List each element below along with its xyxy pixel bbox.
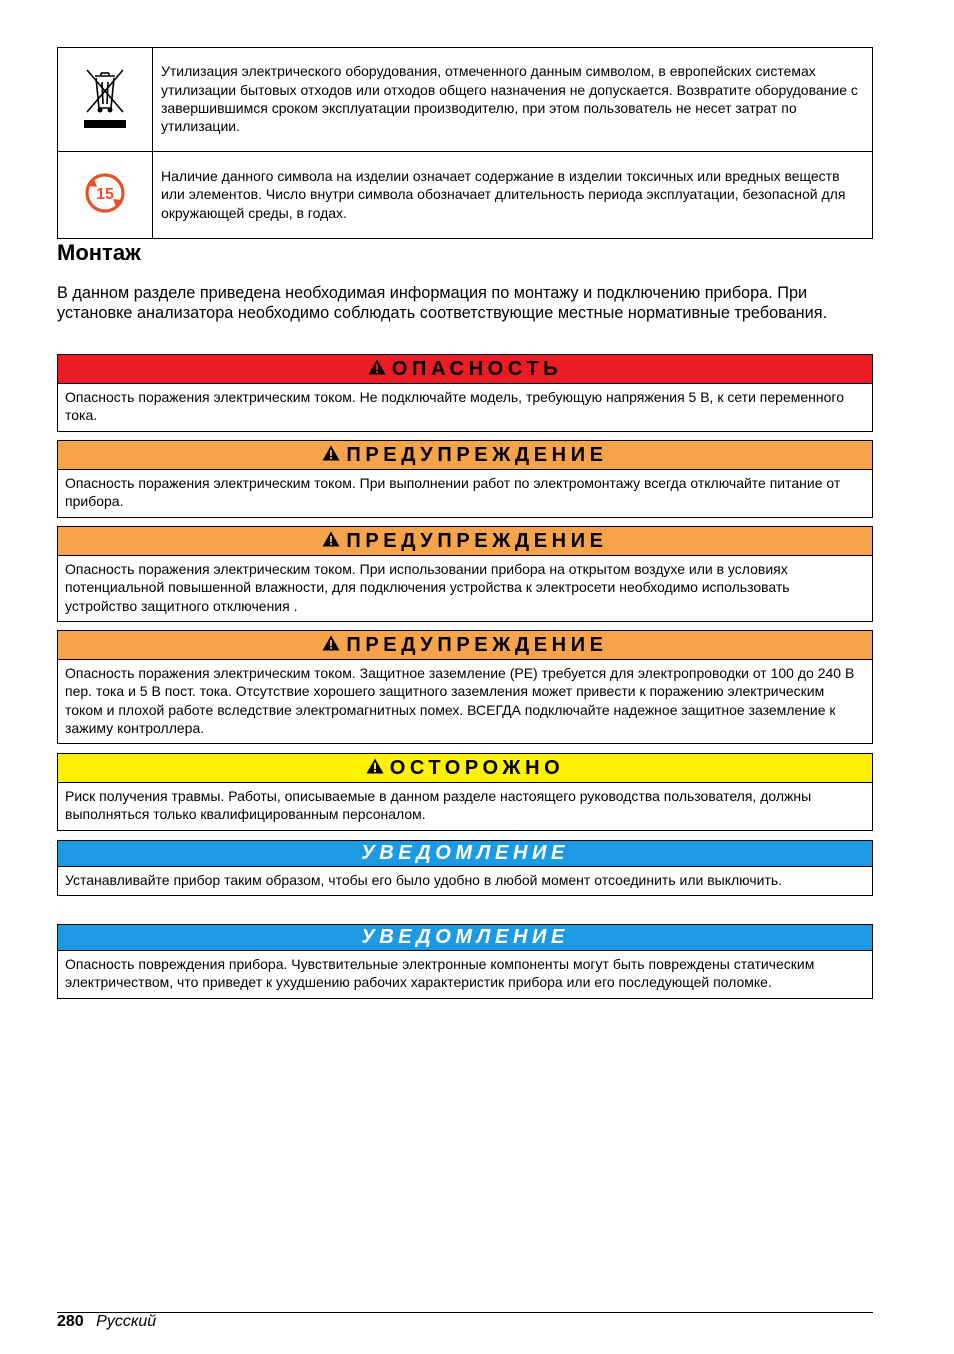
section-intro: В данном разделе приведена необходимая информация по монтажу и подключению прибора. При установке анализатора необходимо соблюдать соответствующие местные нормативные требования. — [57, 284, 828, 322]
hazard-warning — [57, 526, 873, 622]
warning-triangle-icon — [368, 358, 386, 381]
page-footer — [57, 1313, 156, 1331]
hazard-header — [58, 631, 872, 660]
hazard-danger — [57, 354, 873, 432]
hazard-header — [58, 925, 872, 951]
page-number: 280 — [57, 1313, 84, 1330]
footer-language: Русский — [96, 1313, 157, 1330]
symbol-icon-cell — [58, 152, 153, 239]
hazard-header — [58, 841, 872, 867]
warning-triangle-icon — [366, 757, 384, 780]
warning-triangle-icon — [322, 530, 340, 553]
symbol-description: Наличие данного символа на изделии означает содержание в изделии токсичных или вредных веществ или элементов. Число внутри символа обозначает длительность периода эксплуатации, безопасной для окружающей среды, в годах. — [153, 152, 873, 239]
hazard-header — [58, 441, 872, 470]
hazard-caution — [57, 753, 873, 831]
hazard-text: Опасность поражения электрическим током. При выполнении работ по электромонтажу всегда отключайте питание от прибора. — [65, 475, 841, 510]
symbol-row-weee — [58, 48, 873, 152]
eco-15-years-icon — [81, 169, 129, 222]
eco-icon-number: 15 — [96, 185, 114, 203]
hazard-text: Опасность поражения электрическим током. Не подключайте модель, требующую напряжения 5 В, к сети переменного тока. — [65, 389, 844, 424]
hazard-header — [58, 355, 872, 384]
warning-triangle-icon — [322, 444, 340, 467]
footer-divider — [57, 1312, 873, 1313]
hazard-warning — [57, 630, 873, 744]
hazard-header — [58, 754, 872, 783]
hazard-label: УВЕДОМЛЕНИЕ — [361, 926, 569, 948]
hazard-label: УВЕДОМЛЕНИЕ — [361, 842, 569, 864]
hazard-notice — [57, 840, 873, 896]
hazard-label: ПРЕДУПРЕЖДЕНИЕ — [346, 529, 608, 552]
hazard-text: Опасность поражения электрическим током. При использовании прибора на открытом воздухе или в условиях потенциальной повышенной влажности, для подключения устройства к электросети необходимо использовать устройство защитного отключения . — [65, 561, 790, 614]
hazard-label: ОСТОРОЖНО — [389, 756, 565, 779]
hazard-text: Опасность повреждения прибора. Чувствительные электронные компоненты могут быть повреждены статическим электричеством, что приведет к ухудшению рабочих характеристик прибора или его последующей поломке. — [65, 956, 815, 991]
section-title: Монтаж — [57, 240, 141, 265]
hazard-label: ПРЕДУПРЕЖДЕНИЕ — [346, 443, 608, 466]
hazard-label: ПРЕДУПРЕЖДЕНИЕ — [346, 633, 608, 656]
crossed-out-bin-icon — [81, 64, 129, 135]
hazard-text: Риск получения травмы. Работы, описываемые в данном разделе настоящего руководства пользователя, должны выполняться только квалифицированным персоналом. — [65, 788, 812, 823]
symbol-row-eco — [58, 152, 873, 239]
hazard-header — [58, 527, 872, 556]
hazard-notice — [57, 924, 873, 999]
hazard-label: ОПАСНОСТЬ — [391, 357, 563, 380]
hazard-text: Устанавливайте прибор таким образом, чтобы его было удобно в любой момент отсоединить или выключить. — [65, 872, 783, 888]
symbols-table — [57, 47, 873, 239]
symbol-description: Утилизация электрического оборудования, отмеченного данным символом, в европейских системах утилизации бытовых отходов или отходов общего назначения не допускается. Возвратите оборудование с завершившимся сроком эксплуатации производителю, при этом пользователь не несет затрат по утилизации. — [153, 48, 873, 152]
symbol-icon-cell — [58, 48, 153, 152]
hazard-text: Опасность поражения электрическим током. Защитное заземление (PE) требуется для электропроводки от 100 до 240 В пер. тока и 5 В пост. тока. Отсутствие хорошего защитного заземления может привести к поражению электрическим током и плохой работе вследствие электромагнитных помех. ВСЕГДА подключайте надежное защитное заземление к зажиму контроллера. — [65, 665, 855, 736]
hazard-warning — [57, 440, 873, 518]
warning-triangle-icon — [322, 634, 340, 657]
